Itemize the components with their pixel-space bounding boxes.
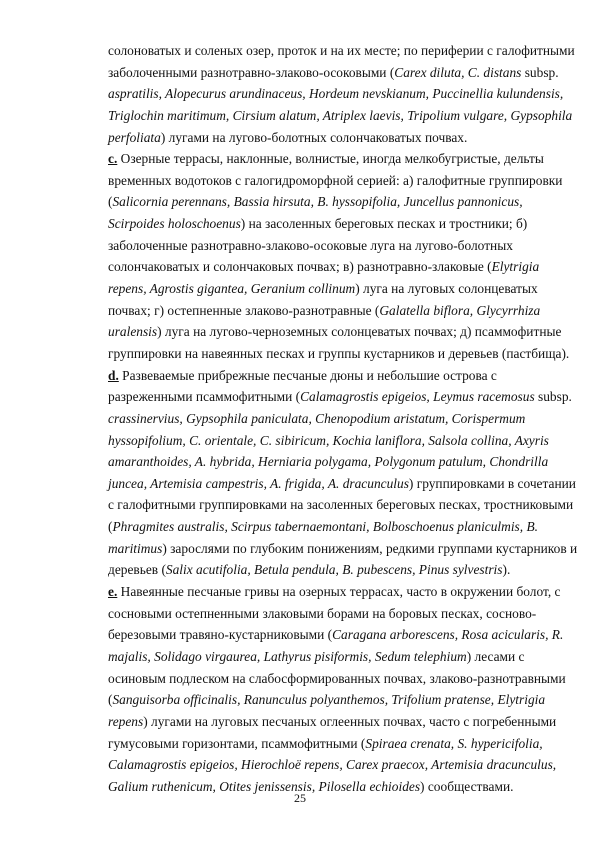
- text-run: почвах; г) остепненные злаково-разнотравные (: [108, 302, 380, 318]
- text-line: [108, 191, 523, 213]
- latin-taxa: Sanguisorba officinalis, Ranunculus polyanthemos, Trifolium pratense, Elytrigia: [112, 692, 546, 708]
- text-line: [108, 646, 525, 668]
- text-line: [108, 170, 563, 192]
- text-line: [108, 624, 564, 646]
- text-line: [108, 213, 528, 235]
- text-run: ).: [502, 562, 511, 578]
- text-line: [108, 343, 570, 365]
- text-line: [108, 603, 537, 625]
- document-body: [108, 40, 578, 797]
- text-run: солончаковатых и солончаковых почвах; в) разнотравно-злаковые (: [108, 259, 492, 275]
- latin-taxa: amaranthoides, A. hybrida, Herniaria polygama, Polygonum patulum, Chondrilla: [108, 454, 549, 470]
- latin-taxa: uralensis: [108, 324, 158, 340]
- text-line: [108, 668, 566, 690]
- text-run: разреженными псаммофитными (: [108, 389, 301, 405]
- text-line: [108, 321, 562, 343]
- text-run: березовыми травяно-кустарниковыми (: [108, 627, 333, 643]
- text-run: ) луга на луговых солонцеватых: [355, 281, 538, 297]
- text-line: [108, 278, 538, 300]
- latin-taxa: Galium ruthenicum, Otites jenissensis, Pilosella echioides: [108, 778, 421, 794]
- text-line: [108, 365, 497, 387]
- text-run: группировки на навеянных песках и группы кустарников и деревьев (пастбища).: [108, 345, 570, 361]
- text-line: [108, 386, 572, 408]
- text-line: [108, 711, 557, 733]
- text-line: [108, 256, 540, 278]
- text-line: [108, 62, 559, 84]
- text-line: [108, 40, 575, 62]
- text-run: Развеваемые прибрежные песчаные дюны и небольшие острова с: [118, 367, 497, 383]
- latin-taxa: Salix acutifolia, Betula pendula, B. pubescens, Pinus sylvestris: [165, 562, 503, 578]
- latin-taxa: repens, Agrostis gigantea, Geranium collinum: [108, 281, 356, 297]
- text-run: ) луга на лугово-черноземных солонцеватых почвах; д) псаммофитные: [157, 324, 562, 340]
- text-run: ) зарослями по глубоким понижениям, редкими группами кустарников и: [162, 540, 578, 556]
- text-line: [108, 494, 574, 516]
- text-run: ) сообществами.: [420, 778, 514, 794]
- text-run: (: [108, 519, 113, 535]
- text-line: [108, 559, 511, 581]
- text-run: (: [108, 194, 113, 210]
- latin-taxa: perfoliata: [108, 129, 161, 145]
- latin-taxa: hyssopifolium, C. orientale, C. sibiricum, Kochia laniflora, Salsola collina, Axyris: [108, 432, 549, 448]
- text-run: заболоченными разнотравно-злаково-осоковыми (: [108, 64, 395, 80]
- latin-taxa: Galatella biflora, Glycyrrhiza: [379, 302, 541, 318]
- page-number: 25: [294, 791, 306, 805]
- text-run: ) группировками в сочетании: [408, 475, 576, 491]
- text-line: [108, 148, 544, 170]
- text-line: [108, 430, 549, 452]
- text-run: заболоченные разнотравно-злаково-осоковые луга на лугово-болотных: [108, 237, 513, 253]
- text-run: (: [108, 692, 113, 708]
- latin-taxa: Spiraea crenata, S. hypericifolia,: [365, 735, 543, 751]
- latin-taxa: repens: [108, 713, 144, 729]
- latin-taxa: Phragmites australis, Scirpus tabernaemontani, Bolboschoenus planiculmis, B.: [112, 519, 538, 535]
- latin-taxa: Triglochin maritimum, Cirsium alatum, Atriplex laevis, Tripolium vulgare, Gypsophila: [108, 107, 573, 123]
- text-run: ) на засоленных береговых песках и тростники; б): [240, 216, 528, 232]
- text-run: subsp.: [521, 64, 559, 80]
- text-line: [108, 105, 573, 127]
- text-line: [108, 451, 549, 473]
- text-run: солоноватых и соленых озер, проток и на их месте; по периферии с галофитными: [108, 43, 575, 58]
- text-line: [108, 408, 526, 430]
- text-line: [108, 516, 538, 538]
- text-line: [108, 538, 578, 560]
- latin-taxa: maritimus: [108, 540, 163, 556]
- latin-taxa: juncea, Artemisia campestris, A. frigida, A. dracunculus: [108, 475, 409, 491]
- latin-taxa: Carex diluta, C. distans: [394, 64, 522, 80]
- paragraph: [108, 148, 570, 364]
- latin-taxa: Calamagrostis epigeios, Hierochloë repens, Carex praecox, Artemisia dracunculus,: [108, 757, 557, 773]
- latin-taxa: aspratilis, Alopecurus arundinaceus, Hordeum nevskianum, Puccinellia kulundensis,: [108, 86, 564, 102]
- text-line: [108, 127, 493, 149]
- text-run: ) лесами с: [466, 648, 525, 664]
- latin-taxa: Elytrigia: [491, 259, 540, 275]
- text-run: Навеянные песчаные гривы на озерных террасах, часто в окружении болот, с: [117, 584, 561, 600]
- text-line: [108, 235, 513, 257]
- text-run: гумусовыми горизонтами, псаммофитными (: [108, 735, 366, 751]
- latin-taxa: Salicornia perennans, Bassia hirsuta, B. hyssopifolia, Juncellus pannonicus,: [112, 194, 523, 210]
- text-run: осиновым подлеском на слабосформированных почвах, злаково-разнотравными: [108, 670, 566, 686]
- latin-taxa: majalis, Solidago virgaurea, Lathyrus pisiformis, Sedum telephium: [108, 648, 467, 664]
- text-line: [108, 689, 546, 711]
- section-marker: c.: [108, 151, 118, 167]
- text-line: [108, 83, 564, 105]
- latin-taxa: Calamagrostis epigeios, Leymus racemosus: [300, 389, 535, 405]
- text-run: сосновыми остепненными злаковыми борами на боровых песках, сосново-: [108, 605, 537, 621]
- text-line: [108, 754, 557, 776]
- text-run: деревьев (: [108, 562, 166, 578]
- text-line: [108, 473, 576, 495]
- text-line: [108, 300, 541, 322]
- text-run: subsp.: [534, 389, 572, 405]
- text-run: Озерные террасы, наклонные, волнистые, иногда мелкобугристые, дельты: [117, 151, 544, 167]
- section-marker: e.: [108, 584, 118, 600]
- paragraph: [108, 40, 575, 148]
- latin-taxa: crassinervius, Gypsophila paniculata, Chenopodium aristatum, Corispermum: [108, 410, 526, 426]
- paragraph: [108, 365, 578, 581]
- text-line: [108, 733, 543, 755]
- text-run: ) лугами на луговых песчаных оглеенных почвах, часто с погребенными: [143, 713, 557, 729]
- section-marker: d.: [108, 367, 119, 383]
- paragraph: [108, 581, 566, 797]
- text-run: ) лугами на лугово-болотных солончаковатых почвах.: [160, 129, 468, 145]
- text-line: [108, 581, 561, 603]
- text-run: с галофитными группировками на засоленных береговых песках, тростниковыми: [108, 497, 574, 513]
- text-run: временных водотоков с галогидроморфной серией: а) галофитные группировки: [108, 172, 563, 188]
- latin-taxa: Scirpoides holoschoenus: [108, 216, 241, 232]
- latin-taxa: Caragana arborescens, Rosa acicularis, R.: [332, 627, 564, 643]
